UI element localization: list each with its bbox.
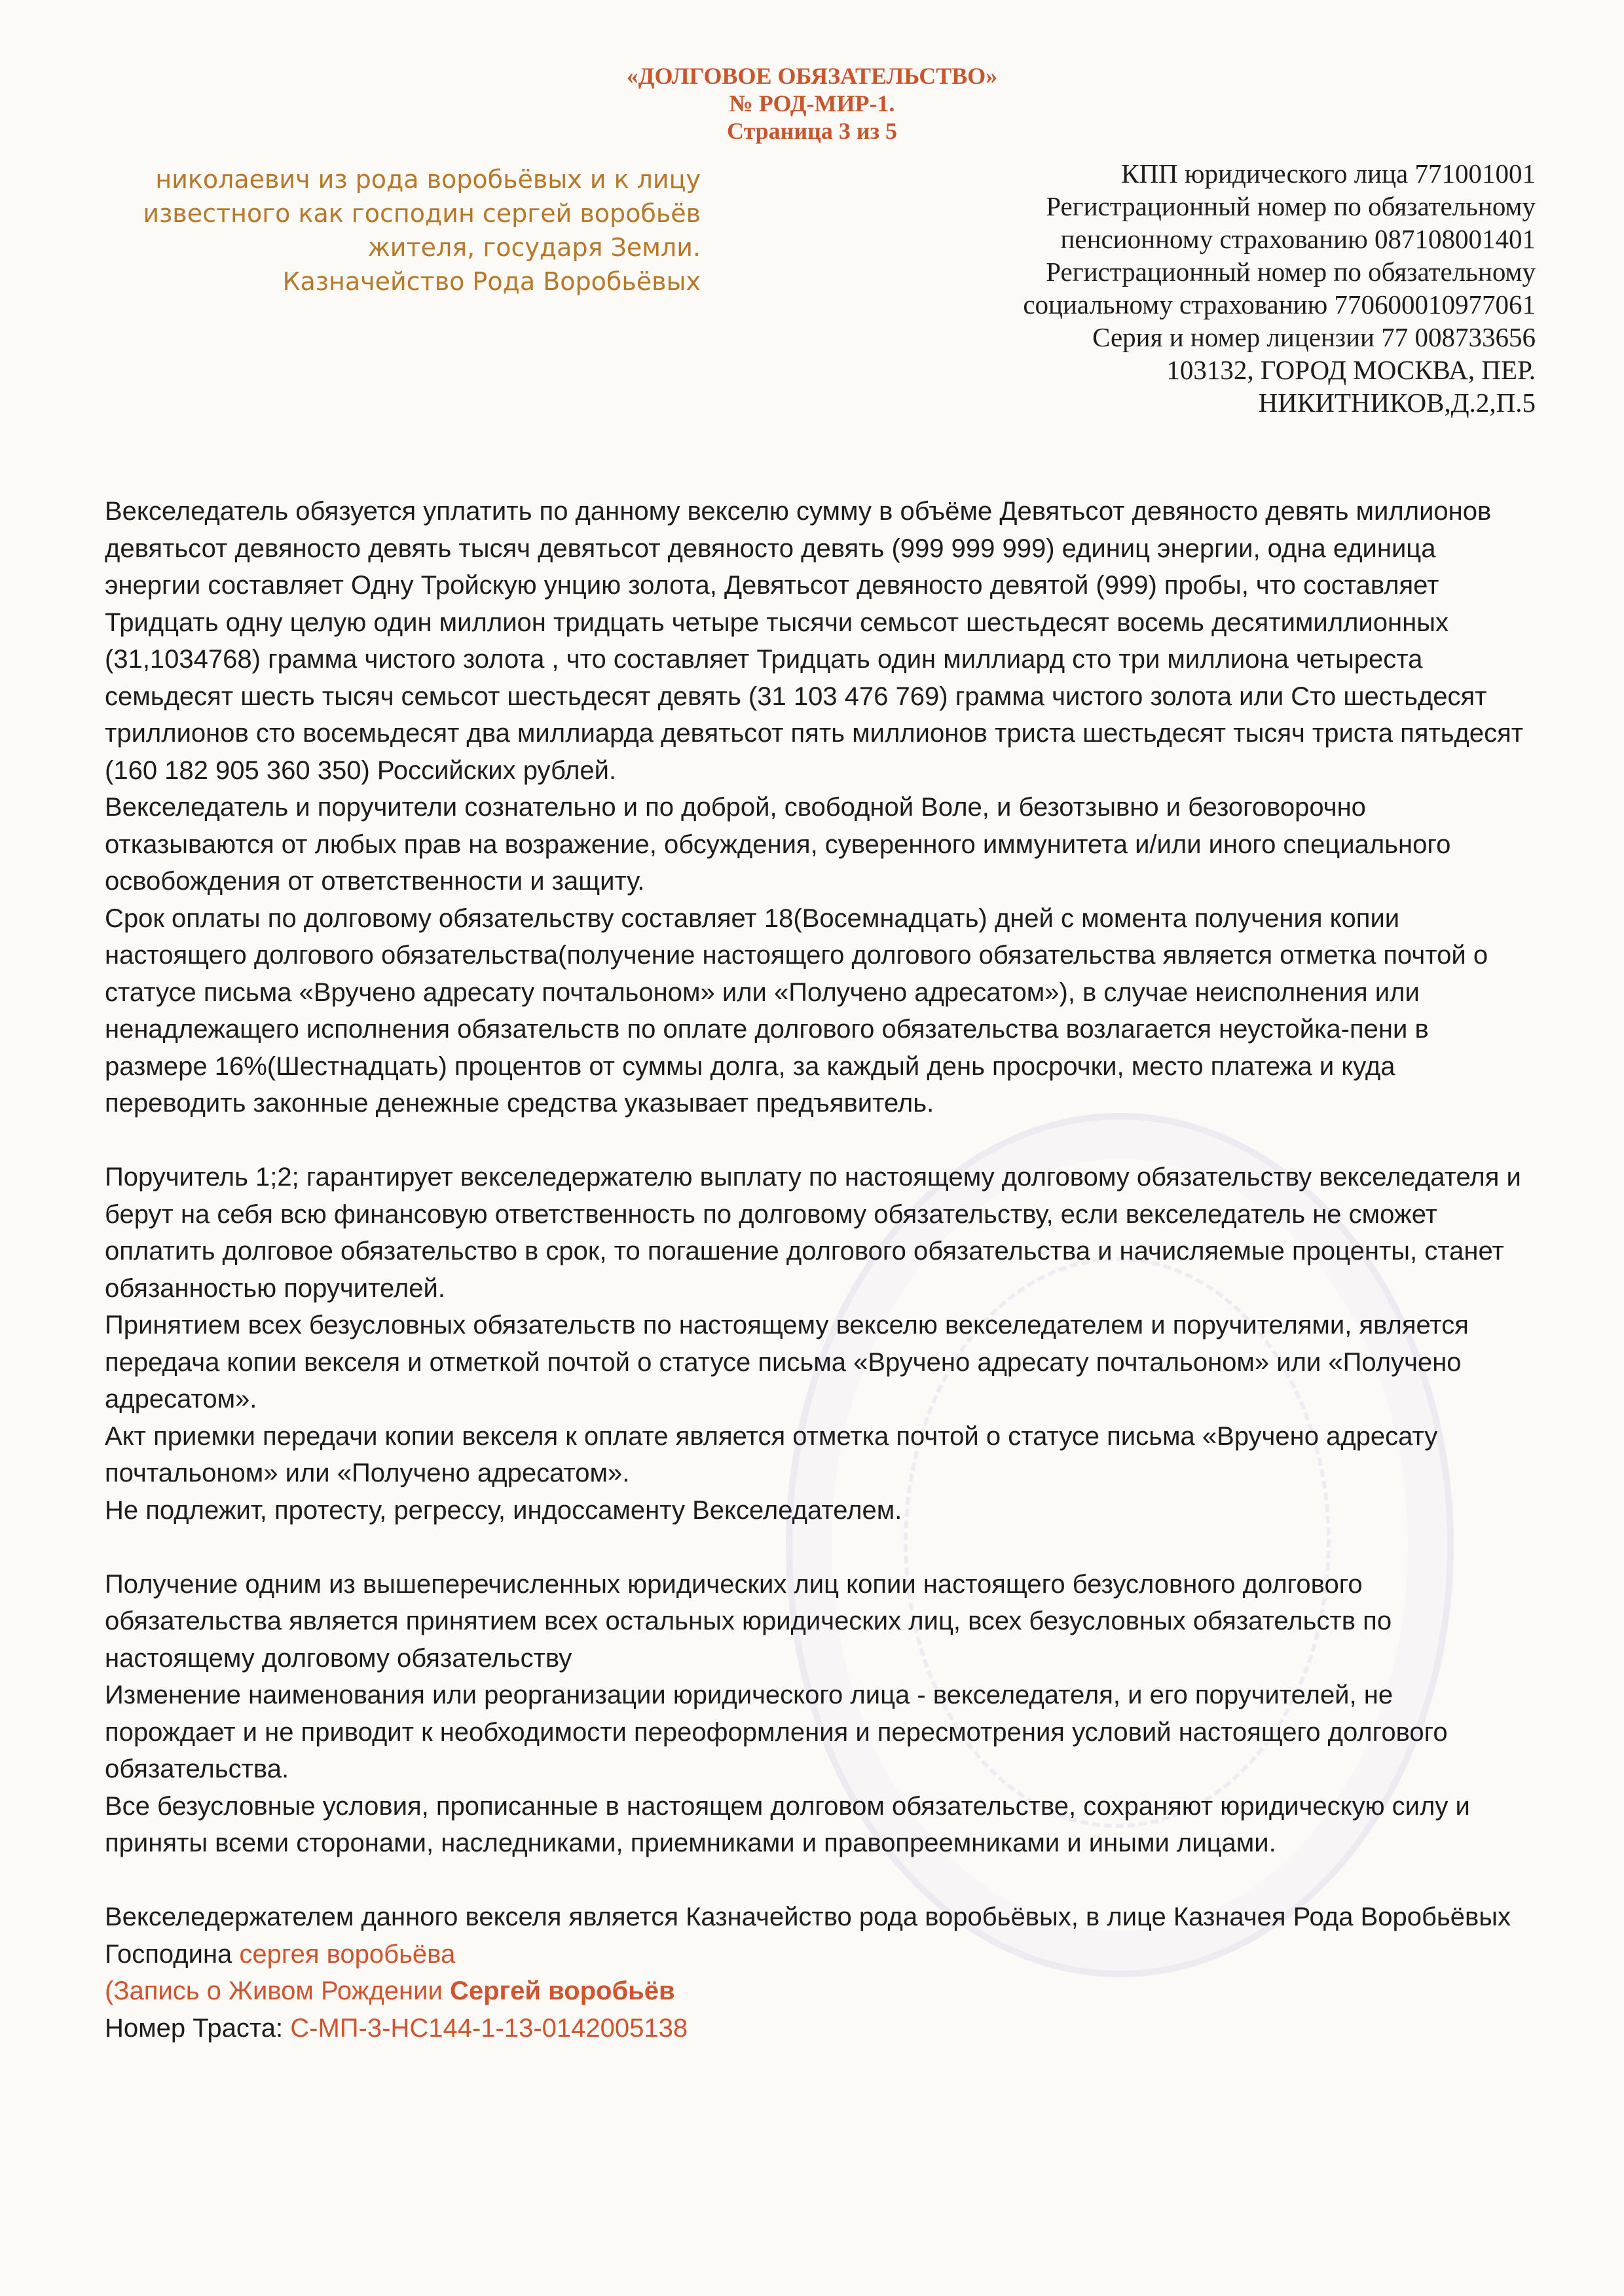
paragraph-reorganization: Изменение наименования или реорганизации юридического лица - векселедателя, и его поручителей, не порождает и не приводит к необходимости переоформления и пересмотрения условий настоящего долгового обязательства. (105, 1681, 1448, 1783)
document-number: № РОД-МИР-1. (729, 90, 895, 117)
document-body (105, 493, 1526, 2047)
company-detail-line: НИКИТНИКОВ,Д.2,П.5 (1258, 388, 1536, 418)
birth-record-name: Сергей воробьёв (449, 1977, 675, 2005)
paragraph-trust-number (105, 2010, 1526, 2047)
document-header (0, 62, 1624, 145)
addressee-block (98, 162, 701, 299)
paragraph-payment-amount: Векселедатель обязуется уплатить по данному векселю сумму в объёме Девятьсот девяносто девять миллионов девятьсот девяносто девять тысяч девятьсот девяносто девять (999 999 999) единиц энергии, одна единица энергии составляет Одну Тройскую унцию золота, Девятьсот девяносто девятой (999) пробы, что составляет Тридцать одну целую один миллион тридцать четыре тысячи семьсот шестьдесят восемь десятимиллионных (31,1034768) грамма чистого золота , что составляет Тридцать один миллиард сто три миллиона четыреста семьдесят шесть тысяч семьсот шестьдесят девять (31 103 476 769) грамма чистого золота или Сто шестьдесят триллионов сто восемьдесят два миллиарда девятьсот пять миллионов триста шестьдесят тысяч триста пятьдесят (160 182 905 360 350) Российских рублей. (105, 497, 1524, 785)
company-detail-line: пенсионному страхованию 087108001401 (1060, 224, 1536, 254)
company-details-block (851, 157, 1536, 419)
addressee-line: известного как господин сергей воробьёв (143, 199, 701, 228)
addressee-line: Казначейство Рода Воробьёвых (282, 267, 701, 296)
company-detail-line: Регистрационный номер по обязательному (1046, 257, 1536, 287)
paragraph-birth-record (105, 1973, 1526, 2010)
company-detail-line: КПП юридического лица 771001001 (1121, 158, 1536, 189)
trust-number-label: Номер Траста: (105, 2013, 291, 2043)
addressee-line: николаевич из рода воробьёвых и к лицу (155, 165, 701, 194)
paragraph-payment-term: Срок оплаты по долговому обязательству составляет 18(Восемнадцать) дней с момента получения копии настоящего долгового обязательства(получение настоящего долгового обязательства является отметка почтой о статусе письма «Вручено адресату почтальоном» или «Получено адресатом»), в случае неисполнения или ненадлежащего исполнения обязательств по оплате долгового обязательства возлагается неустойка-пени в размере 16%(Шестнадцать) процентов от суммы долга, за каждый день просрочки, место платежа и куда переводить законные денежные средства указывает предъявитель. (105, 903, 1488, 1118)
company-detail-line: Серия и номер лицензии 77 008733656 (1092, 322, 1536, 352)
company-detail-line: Регистрационный номер по обязательному (1046, 191, 1536, 221)
paragraph-acceptance-act: Акт приемки передачи копии векселя к оплате является отметка почтой о статусе письма «Вручено адресату почтальоном» или «Получено адресатом». (105, 1421, 1438, 1487)
paragraph-no-protest: Не подлежит, протесту, регрессу, индоссаменту Векселедателем. (105, 1495, 902, 1525)
paragraph-legal-force: Все безусловные условия, прописанные в настоящем долговом обязательстве, сохраняют юридическую силу и приняты всеми сторонами, наследниками, приемниками и правопреемниками и иными лицами. (105, 1791, 1470, 1857)
paragraph-waiver: Векселедатель и поручители сознательно и по доброй, свободной Воле, и безотзывно и безоговорочно отказываются от любых прав на возражение, обсуждения, суверенного иммунитета и/или иного специального освобождения от ответственности и защиту. (105, 793, 1451, 896)
paragraph-legal-entities: Получение одним из вышеперечисленных юридических лиц копии настоящего безусловного долгового обязательства является принятием всех остальных юридических лиц, всех безусловных обязательств по настоящему долговому обязательству (105, 1569, 1392, 1673)
trust-number-value: С-МП-3-НС144-1-13-0142005138 (290, 2013, 688, 2043)
company-detail-line: социальному страхованию 770600010977061 (1023, 289, 1536, 319)
page-indicator: Страница 3 из 5 (726, 118, 898, 144)
paragraph-bill-holder (105, 1899, 1526, 1973)
paragraph-guarantors: Поручитель 1;2; гарантирует векселедержателю выплату по настоящему долговому обязательству векселедателя и берут на себя всю финансовую ответственность по долговому обязательству, если векселедатель не сможет оплатить долговое обязательство в срок, то погашение долгового обязательства и начисляемые проценты, станет обязанностью поручителей. (105, 1163, 1521, 1303)
holder-text: Векселедержателем данного векселя является Казначейство рода воробьёвых, в лице Казначея Рода Воробьёвых Господина (105, 1903, 1511, 1969)
holder-name: сергея воробьёва (239, 1939, 456, 1969)
paragraph-acceptance: Принятием всех безусловных обязательств по настоящему векселю векселедателем и поручителями, является передача копии векселя и отметкой почтой о статусе письма «Вручено адресату почтальоном» или «Получено адресатом». (105, 1311, 1469, 1413)
document-title: «ДОЛГОВОЕ ОБЯЗАТЕЛЬСТВО» (626, 63, 998, 89)
birth-record-prefix: (Запись о Живом Рождении (105, 1977, 450, 2005)
company-detail-line: 103132, ГОРОД МОСКВА, ПЕР. (1166, 355, 1536, 385)
addressee-line: жителя, государя Земли. (367, 233, 701, 262)
